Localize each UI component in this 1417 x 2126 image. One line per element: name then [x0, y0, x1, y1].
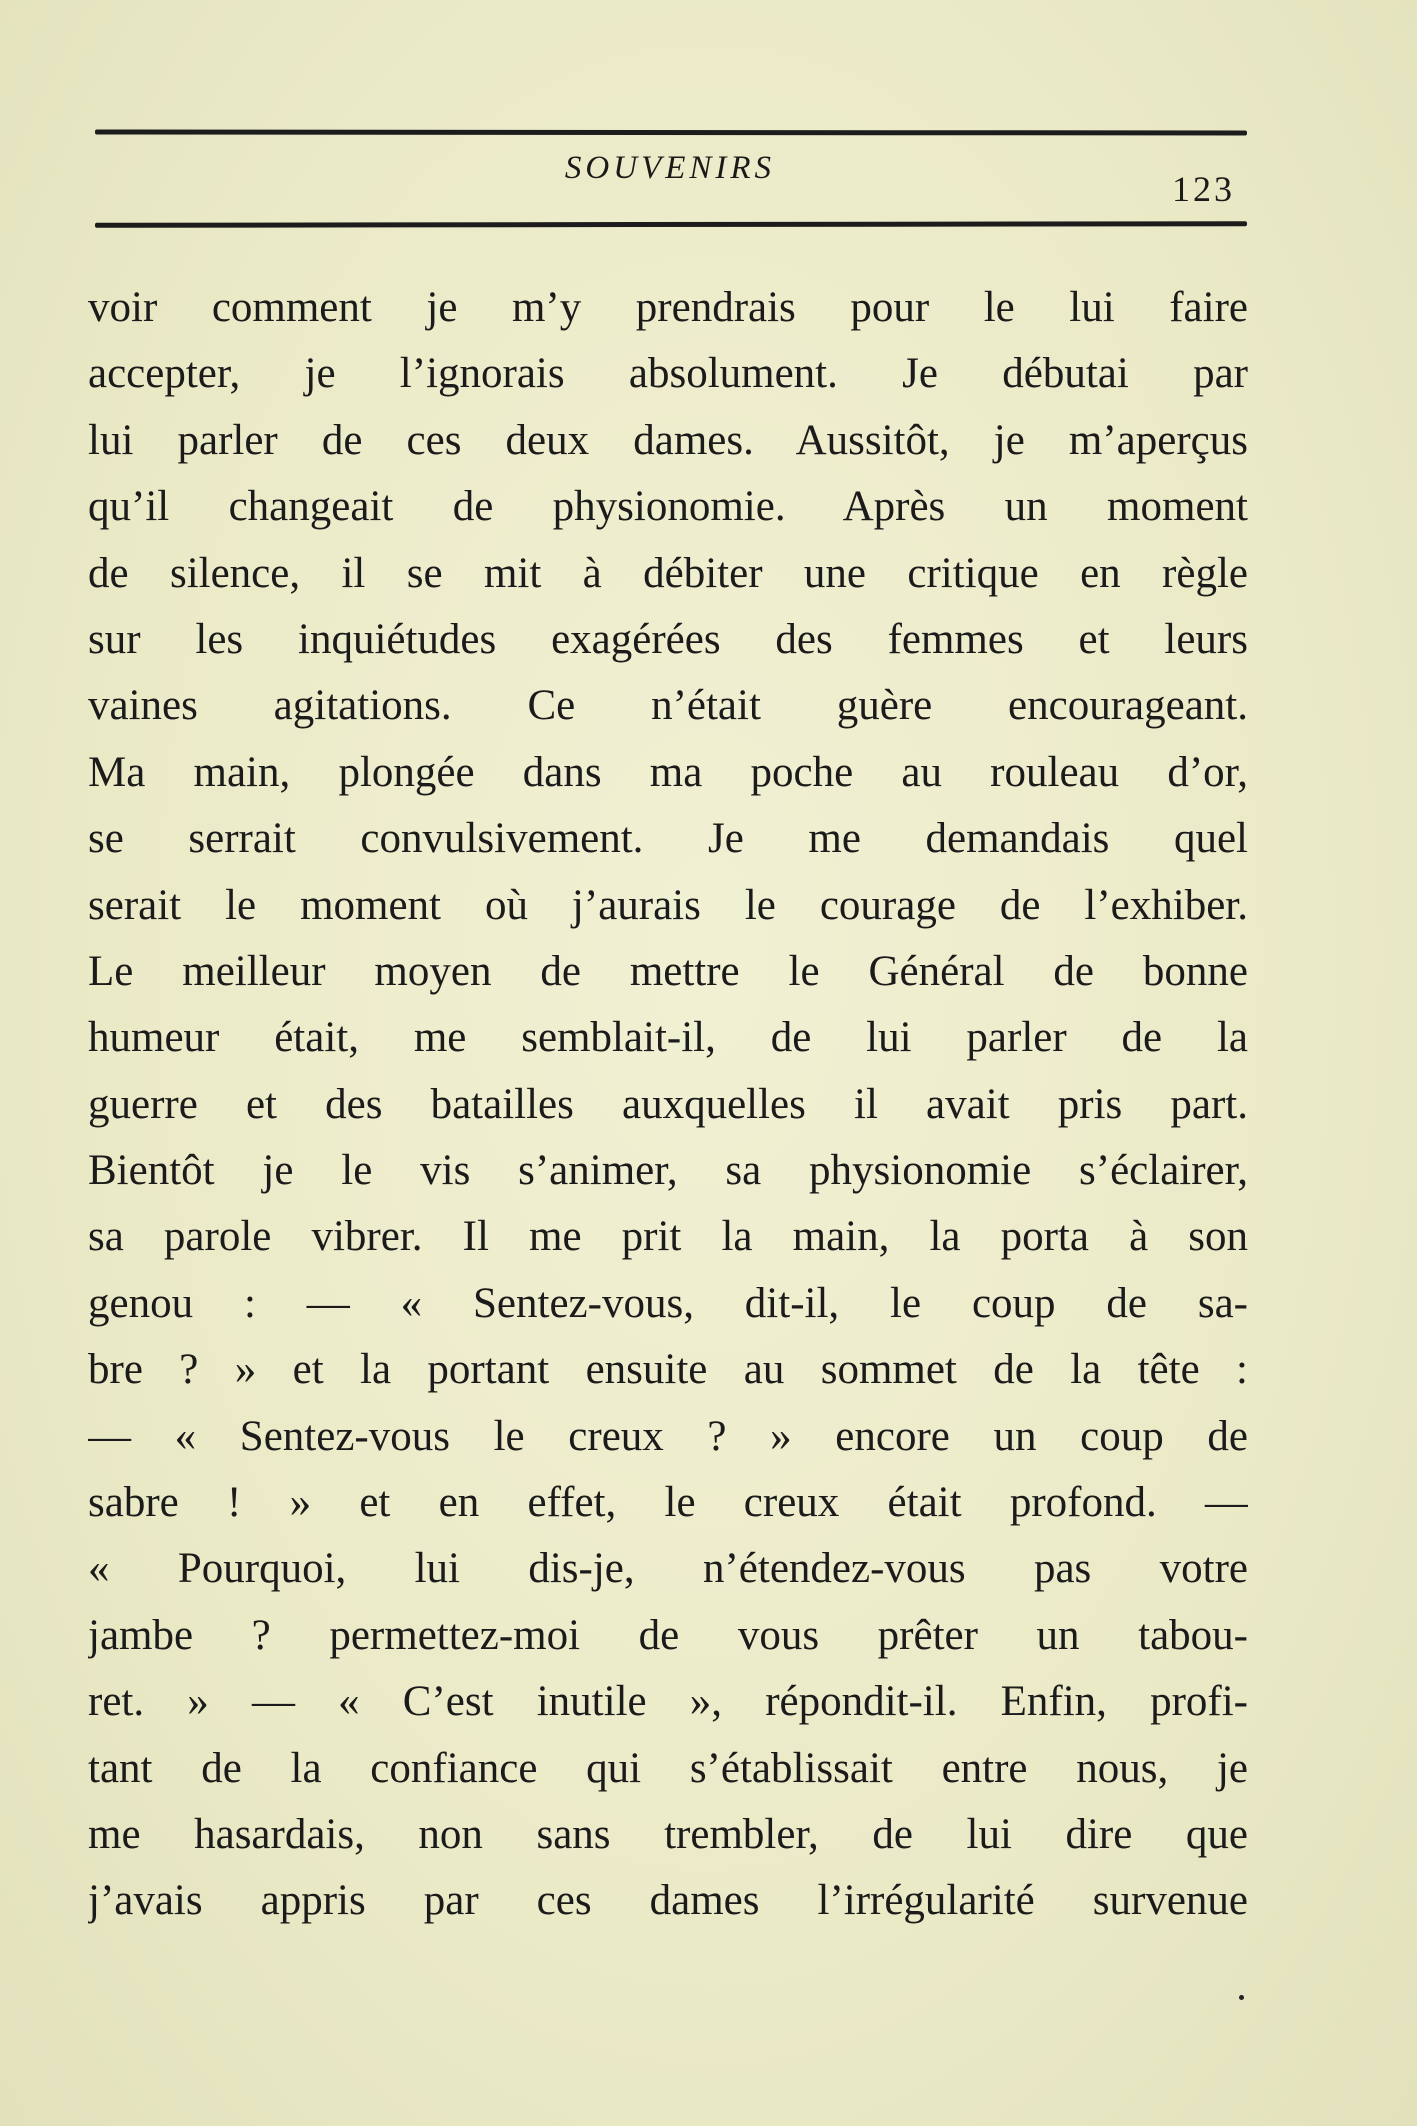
text-line: serait le moment où j’aurais le courage de l’exhiber.: [88, 881, 1248, 929]
text-line: j’avais appris par ces dames l’irrégularité survenue: [88, 1877, 1248, 1925]
text-line: tant de la confiance qui s’établissait entre nous, je: [88, 1744, 1248, 1792]
text-line: me hasardais, non sans trembler, de lui dire que: [88, 1810, 1248, 1858]
text-line: accepter, je l’ignorais absolument. Je débutai par: [88, 350, 1248, 398]
text-line: sa parole vibrer. Il me prit la main, la porta à son: [88, 1213, 1248, 1261]
header-rule-top: [95, 129, 1247, 135]
running-title: SOUVENIRS: [564, 150, 776, 186]
text-line: — « Sentez-vous le creux ? » encore un coup de: [88, 1412, 1248, 1460]
text-line: « Pourquoi, lui dis-je, n’étendez-vous pas votre: [88, 1545, 1248, 1593]
text-line: Ma main, plongée dans ma poche au rouleau d’or,: [88, 748, 1248, 796]
text-line: guerre et des batailles auxquelles il avait pris part.: [88, 1080, 1248, 1128]
page-number: 123: [1172, 169, 1235, 209]
header-rule-bottom: [95, 221, 1247, 228]
ink-speck: [1239, 1995, 1244, 2000]
text-line: Le meilleur moyen de mettre le Général de bonne: [88, 947, 1248, 995]
text-line: voir comment je m’y prendrais pour le lui faire: [88, 284, 1248, 331]
text-line: sur les inquiétudes exagérées des femmes et leurs: [88, 615, 1248, 663]
text-line: vaines agitations. Ce n’était guère encourageant.: [88, 682, 1248, 730]
text-line: humeur était, me semblait-il, de lui parler de la: [88, 1014, 1248, 1062]
text-line: bre ? » et la portant ensuite au sommet de la tête :: [88, 1346, 1248, 1394]
text-line: Bientôt je le vis s’animer, sa physionomie s’éclairer,: [88, 1147, 1248, 1195]
body-text: [88, 275, 1248, 1935]
text-line: lui parler de ces deux dames. Aussitôt, je m’aperçus: [88, 416, 1248, 464]
text-line: sabre ! » et en effet, le creux était profond. —: [88, 1479, 1248, 1527]
text-line: ret. » — « C’est inutile », répondit-il. Enfin, profi-: [88, 1678, 1248, 1726]
text-line: genou : — « Sentez-vous, dit-il, le coup de sa-: [88, 1279, 1248, 1327]
text-line: de silence, il se mit à débiter une critique en règle: [88, 549, 1248, 597]
text-line: se serrait convulsivement. Je me demandais quel: [88, 815, 1248, 863]
text-line: jambe ? permettez-moi de vous prêter un tabou-: [88, 1611, 1248, 1659]
text-line: qu’il changeait de physionomie. Après un moment: [88, 483, 1248, 531]
